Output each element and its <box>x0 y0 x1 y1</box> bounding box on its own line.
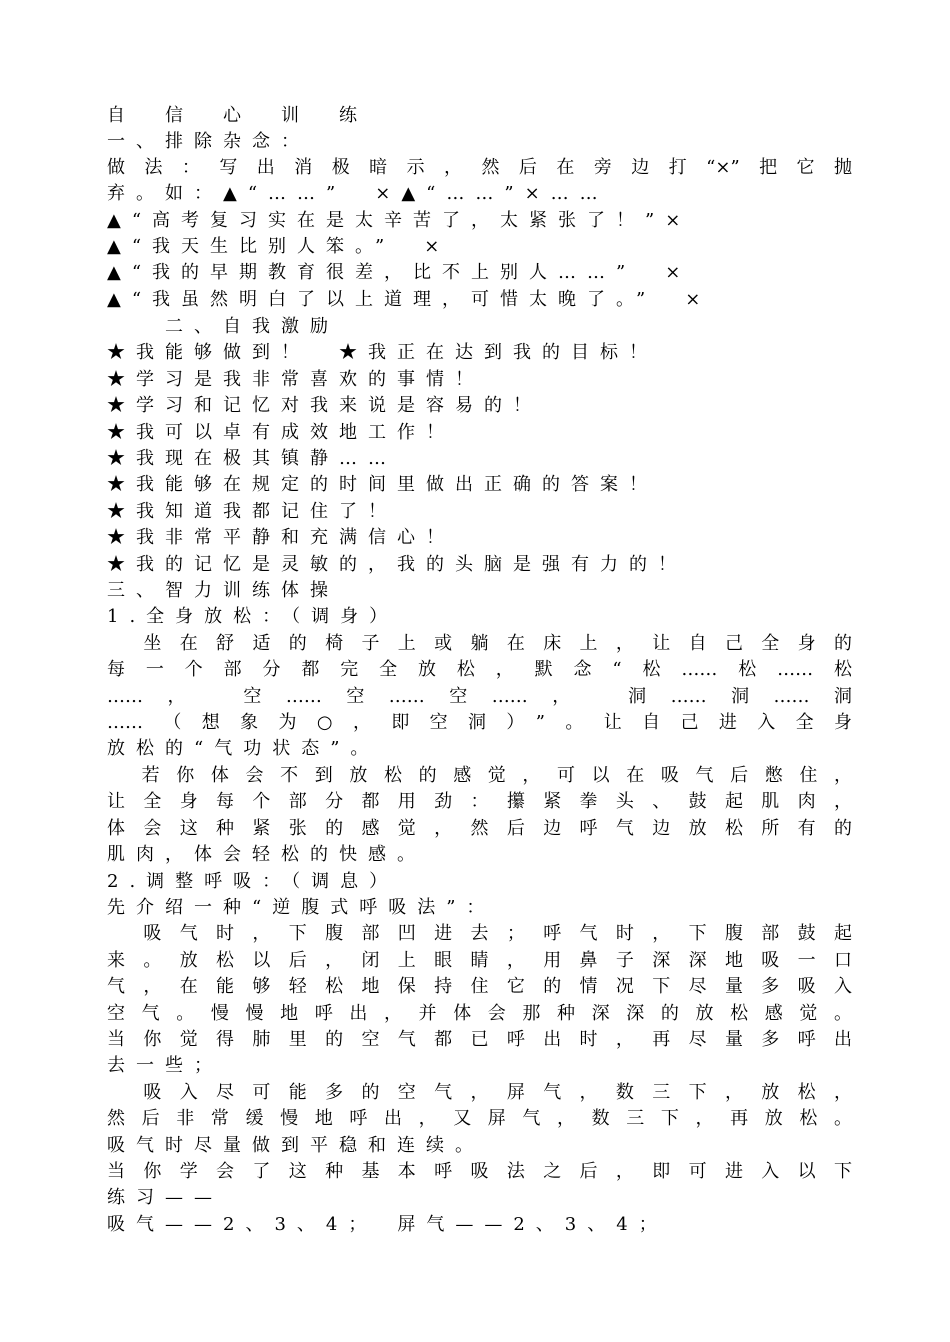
text-line: 放松的“气功状态”。 <box>107 738 380 759</box>
text-line: 然后非常缓慢地呼出，又屏气，数三下，再放松。 <box>107 1108 852 1129</box>
text-line: ……（想象为○，即空洞）”。让自己进入全身 <box>107 712 852 733</box>
affirmation-line: ★我能够做到！ ★我正在达到我的目标！ <box>107 342 658 363</box>
negative-suggestion-line: ▲“高考复习实在是太辛苦了，太紧张了！”× <box>107 210 692 231</box>
text-line: 当你学会了这种基本呼吸法之后，即可进入以下 <box>107 1161 852 1182</box>
negative-suggestion-line: ▲“我天生比别人笨。” × <box>107 236 451 257</box>
affirmation-line: ★我可以卓有成效地工作！ <box>107 422 455 443</box>
text-line: 当你觉得肺里的空气都已呼出时，再尽量多呼出 <box>107 1029 852 1050</box>
text-line: 吸气——2、3、4； 屏气——2、3、4； <box>107 1214 668 1235</box>
affirmation-line: ★我现在极其镇静…… <box>107 448 397 469</box>
affirmation-line: ★我的记忆是灵敏的，我的头脑是强有力的！ <box>107 554 687 575</box>
text-line: 空气。慢慢地呼出，并体会那种深深的放松感觉。 <box>107 1003 852 1024</box>
subsection-heading: 2.调整呼吸：（调息） <box>107 871 399 892</box>
affirmation-line: ★我知道我都记住了！ <box>107 501 397 522</box>
text-line: ……， 空……空……空……， 洞……洞……洞 <box>107 686 852 707</box>
affirmation-line: ★我能够在规定的时间里做出正确的答案！ <box>107 474 658 495</box>
text-line: 气，在能够轻松地保持住它的情况下尽量多吸入 <box>107 976 852 997</box>
text-line: 去一些； <box>107 1055 223 1076</box>
text-line: 做法：写出消极暗示，然后在旁边打“×”把它抛 <box>107 157 852 178</box>
text-line: 来。放松以后，闭上眼睛，用鼻子深深地吸一口 <box>107 950 852 971</box>
subsection-heading: 1.全身放松：（调身） <box>107 606 399 627</box>
text-line: 每一个部分都完全放松，默念“松……松……松 <box>107 659 852 680</box>
affirmation-line: ★学习是我非常喜欢的事情！ <box>107 369 484 390</box>
text-line: 体会这种紧张的感觉，然后边呼气边放松所有的 <box>107 818 852 839</box>
section-heading: 三、智力训练体操 <box>107 580 339 601</box>
text-line: 若你体会不到放松的感觉，可以在吸气后憋住， <box>107 765 852 786</box>
negative-suggestion-line: ▲“我虽然明白了以上道理，可惜太晚了。” × <box>107 289 712 310</box>
doc-title: 自 信 心 训 练 <box>107 105 368 126</box>
text-line: 吸气时，下腹部凹进去；呼气时，下腹部鼓起 <box>107 923 852 944</box>
section-heading: 一、排除杂念： <box>107 131 310 152</box>
text-line: 弃。如：▲“……” ×▲“……”×…… <box>107 183 609 204</box>
section-heading: 二、自我激励 <box>107 316 339 337</box>
affirmation-line: ★我非常平静和充满信心！ <box>107 527 455 548</box>
text-line: 先介绍一种“逆腹式呼吸法”： <box>107 897 496 918</box>
text-line: 坐在舒适的椅子上或躺在床上，让自己全身的 <box>107 633 852 654</box>
text-line: 练习—— <box>107 1187 223 1208</box>
text-line: 吸入尽可能多的空气，屏气，数三下，放松， <box>107 1082 852 1103</box>
affirmation-line: ★学习和记忆对我来说是容易的！ <box>107 395 542 416</box>
text-line: 吸气时尽量做到平稳和连续。 <box>107 1135 484 1156</box>
negative-suggestion-line: ▲“我的早期教育很差，比不上别人……” × <box>107 262 692 283</box>
text-line: 肌肉，体会轻松的快感。 <box>107 844 426 865</box>
text-line: 让全身每个部分都用劲：攥紧拳头、鼓起肌肉， <box>107 791 852 812</box>
